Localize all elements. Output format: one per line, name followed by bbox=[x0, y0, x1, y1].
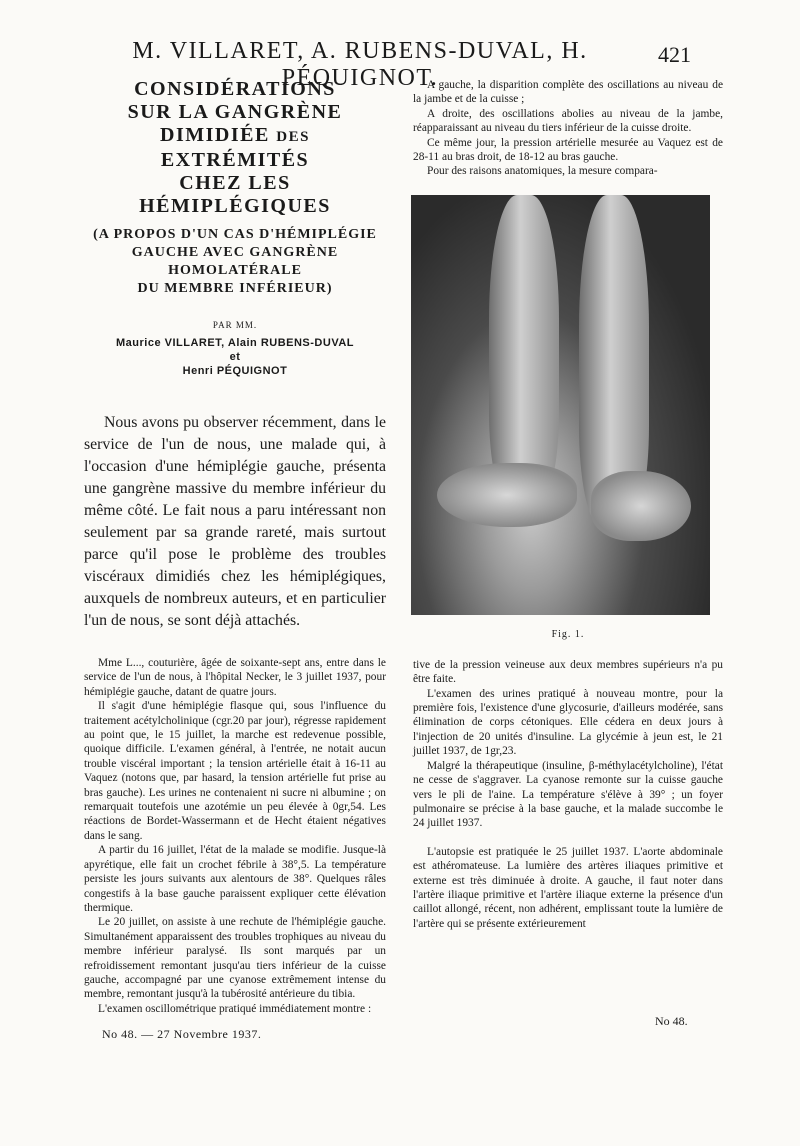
paragraph: Ce même jour, la pression artérielle mesurée au Vaquez est de 28-11 au bras droit, de 18-12 au bras gauche. bbox=[413, 136, 723, 164]
paragraph: Il s'agit d'une hémiplégie flasque qui, sous l'influence du traitement acétylcholinique (cgr.20 par jour), régresse rapidement au point que, le 15 juillet, la marche est redevenue possible, quoique difficile. L'examen général, à l'entrée, ne notait aucun trouble viscéral important ; la tension artérielle était à 16-11 au Vaquez (notons que, par hasard, la tension artérielle fut prise au bras gauche). Les urines ne contenaient ni sucre ni albumine ; on remarquait toutefois une azotémie un peu élevée à 0gr,54. Les réactions de Bordet-Wassermann et de Hecht étaient négatives dans le sang. bbox=[84, 700, 386, 842]
right-column bbox=[413, 78, 723, 931]
paragraph: Malgré la thérapeutique (insuline, β-méthylacétylcholine), l'état ne cesse de s'aggraver. La cyanose remonte sur la cuisse gauche vers le pli de l'aine. La température s'élève à 39° ; un foyer pulmonaire se précise à la base gauche, et la malade succombe le 24 juillet 1937. bbox=[413, 759, 723, 830]
figure-photo-legs bbox=[411, 195, 710, 615]
title-line: DIMIDIÉE DES EXTRÉMITÉS bbox=[160, 124, 310, 171]
left-column bbox=[84, 78, 386, 1016]
article-title bbox=[84, 78, 386, 218]
right-foot-image bbox=[591, 471, 691, 541]
by-line: PAR MM. bbox=[212, 320, 258, 330]
paragraph: A partir du 16 juillet, l'état de la malade se modifie. Jusque-là apyrétique, elle fait un crochet fébrile à 38°,5. La température persiste les jours suivants aux alentours de 38°. Quelques râles congestifs à la base gauche paraissent expliquer cette élévation thermique. bbox=[84, 844, 386, 914]
paragraph: Le 20 juillet, on assiste à une rechute de l'hémiplégie gauche. Simultanément apparaissent des troubles trophiques au niveau du membre inférieur paralysé. Ils sont marqués par un refroidissement remontant jusqu'au tiers inférieur de la cuisse gauche, accompagné par une cyanose extrêmement intense du membre, remontant jusqu'à la tubérosité antérieure du tibia. bbox=[84, 916, 386, 1001]
figure-caption: Fig. 1. bbox=[551, 628, 585, 640]
left-leg-image bbox=[489, 195, 559, 505]
intro-paragraph: Nous avons pu observer récemment, dans le service de l'un de nous, une malade qui, à l'occasion d'une hémiplégie gauche, présenta une gangrène massive du membre inférieur du même côté. Le fait nous a paru intéressant non seulement par sa grande rareté, mais surtout parce qu'il pose le problème des troubles viscéraux dimidiés chez les hémiplégiques, auxquels de nombreux auteurs, et en particulier l'un de nous, se sont déjà attachés. bbox=[84, 414, 386, 629]
paragraph: tive de la pression veineuse aux deux membres supérieurs n'a pu être faite. bbox=[413, 658, 723, 686]
paragraph: L'examen des urines pratiqué à nouveau montre, pour la première fois, l'existence d'une glycosurie, d'ailleurs modérée, sans élimination de corps cétoniques. Elle cédera en deux jours à l'injection de 20 unités d'insuline. La glycémie à jeun est, le 21 juillet 1937, de 1gr,23. bbox=[413, 687, 723, 758]
oscillometry-results bbox=[413, 78, 723, 179]
clinical-course bbox=[413, 658, 723, 931]
footer-issue-number: No 48. bbox=[655, 1014, 688, 1028]
author-list: Maurice VILLARET, Alain RUBENS-DUVAL et Henri PÉQUIGNOT bbox=[115, 337, 355, 377]
case-report bbox=[84, 656, 386, 1016]
left-foot-image bbox=[437, 463, 577, 527]
autopsy-paragraph: L'autopsie est pratiquée le 25 juillet 1937. L'aorte abdominale est athéromateuse. La lumière des artères iliaques primitive et externe est très diminuée à droite. A gauche, il faut noter dans l'artère iliaque primitive et l'artère iliaque externe la présence d'un caillot allongé, récent, non adhérent, emplissant toute la lumière de l'artère qui se présente extérieurement bbox=[413, 845, 723, 930]
paragraph: Pour des raisons anatomiques, la mesure compara- bbox=[427, 165, 658, 178]
page-number: 421 bbox=[658, 42, 691, 67]
footer-issue-date: No 48. — 27 Novembre 1937. bbox=[102, 1027, 262, 1041]
title-line: CHEZ LES HÉMIPLÉGIQUES bbox=[139, 172, 331, 217]
paragraph: Mme L..., couturière, âgée de soixante-sept ans, entre dans le service de l'un de nous, à l'hôpital Necker, le 3 juillet 1937, pour hémiplégie gauche, datant de quatre jours. bbox=[84, 657, 386, 698]
paragraph: L'examen oscillométrique pratiqué immédiatement montre : bbox=[98, 1002, 372, 1015]
article-subtitle: (A PROPOS D'UN CAS D'HÉMIPLÉGIE GAUCHE AVEC GANGRÈNE HOMOLATÉRALE DU MEMBRE INFÉRIEUR) bbox=[93, 227, 377, 296]
paragraph: A droite, des oscillations abolies au niveau de la jambe, réapparaissant au niveau du tiers inférieur de la cuisse droite. bbox=[413, 107, 723, 135]
running-header: M. VILLARET, A. RUBENS-DUVAL, H. PÉQUIGNOT. bbox=[132, 38, 588, 91]
paragraph: A gauche, la disparition complète des oscillations au niveau de la jambe et de la cuisse ; bbox=[413, 79, 723, 106]
title-line: SUR LA GANGRÈNE bbox=[127, 101, 343, 123]
title-line: CONSIDÉRATIONS bbox=[134, 78, 336, 100]
